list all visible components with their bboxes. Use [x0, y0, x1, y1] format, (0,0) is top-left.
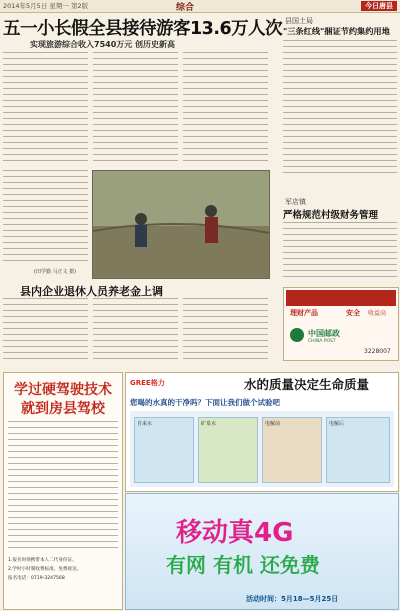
- date-line: 2014年5月5日 星期一 第2版: [3, 2, 89, 10]
- postal-logo-icon: [290, 328, 304, 342]
- water-purifier-ad: [125, 372, 399, 492]
- badge-1: 理财产品: [290, 309, 318, 317]
- postal-brand: 中国邮政: [308, 329, 340, 338]
- page-header-bar: [0, 0, 400, 13]
- farm-photo-illustration: [93, 171, 269, 278]
- right-body-2: [283, 222, 397, 282]
- right-headline-1: "三条红线"捆证节约集约用地: [283, 26, 390, 36]
- driving-title-2: 就到房县驾校: [21, 401, 105, 417]
- postal-brand-en: CHINA POST: [308, 339, 336, 344]
- news-photo: [92, 170, 270, 279]
- water-question: 您喝的水真的干净吗？下面让我们做个试验吧: [130, 398, 280, 407]
- water-test-grid: [130, 411, 394, 487]
- water-cell-4-label: 电解后: [329, 421, 345, 427]
- right-headline-2: 严格规范村级财务管理: [283, 210, 379, 221]
- lead-subhead: 实现旅游综合收入7540万元 创历史新高: [30, 40, 176, 49]
- photo-caption: (田学勤 马正文 摄): [34, 269, 77, 275]
- water-cell-3-label: 电解前: [265, 421, 281, 427]
- photo-story-text: [3, 170, 88, 265]
- lead-headline: 五一小长假全县接待游客13.6万人次: [3, 19, 283, 39]
- retirement-headline: 县内企业退休人员养老金上调: [20, 285, 163, 298]
- mobile-slogan: 有网 有机 还免费: [166, 553, 320, 577]
- water-cell-3: [262, 417, 322, 483]
- badge-2: 安全: [346, 309, 360, 317]
- section-title: 综合: [176, 3, 195, 13]
- badge-3: 收益高: [368, 310, 387, 317]
- mobile-title: 移动真4G: [176, 518, 294, 548]
- masthead-logo: 今日唐县: [361, 1, 397, 11]
- right-body-1: [283, 40, 397, 175]
- water-cell-1: [134, 417, 194, 483]
- driving-bullet-1: 1.报名时须携带本人二代身份证。: [8, 558, 77, 563]
- lead-body: [3, 52, 268, 164]
- mobile-4g-ad: [125, 493, 399, 610]
- postal-phone: 3228007: [364, 348, 391, 355]
- water-headline: 水的质量决定生命质量: [244, 377, 370, 392]
- driving-title-1: 学过硬驾驶技术: [14, 382, 112, 398]
- driving-school-ad: [3, 372, 123, 610]
- water-cell-2: [198, 417, 258, 483]
- right-kicker-2: 军店镇: [285, 198, 306, 206]
- retirement-body: [3, 298, 268, 364]
- right-kicker-1: 县国土局: [285, 17, 313, 25]
- water-cell-2-label: 矿泉水: [201, 421, 217, 427]
- water-cell-1-label: 自来水: [137, 421, 153, 427]
- water-cell-4: [326, 417, 390, 483]
- postal-bank-ad: [283, 287, 399, 361]
- driving-phone: 报名电话：0719-3247568: [8, 576, 65, 581]
- driving-bullet-2: 2.学时小时制收费标准，免费接送。: [8, 567, 82, 572]
- gree-brand: GREE格力: [130, 379, 165, 387]
- mobile-dates: 活动时间：5月18—5月25日: [246, 595, 339, 603]
